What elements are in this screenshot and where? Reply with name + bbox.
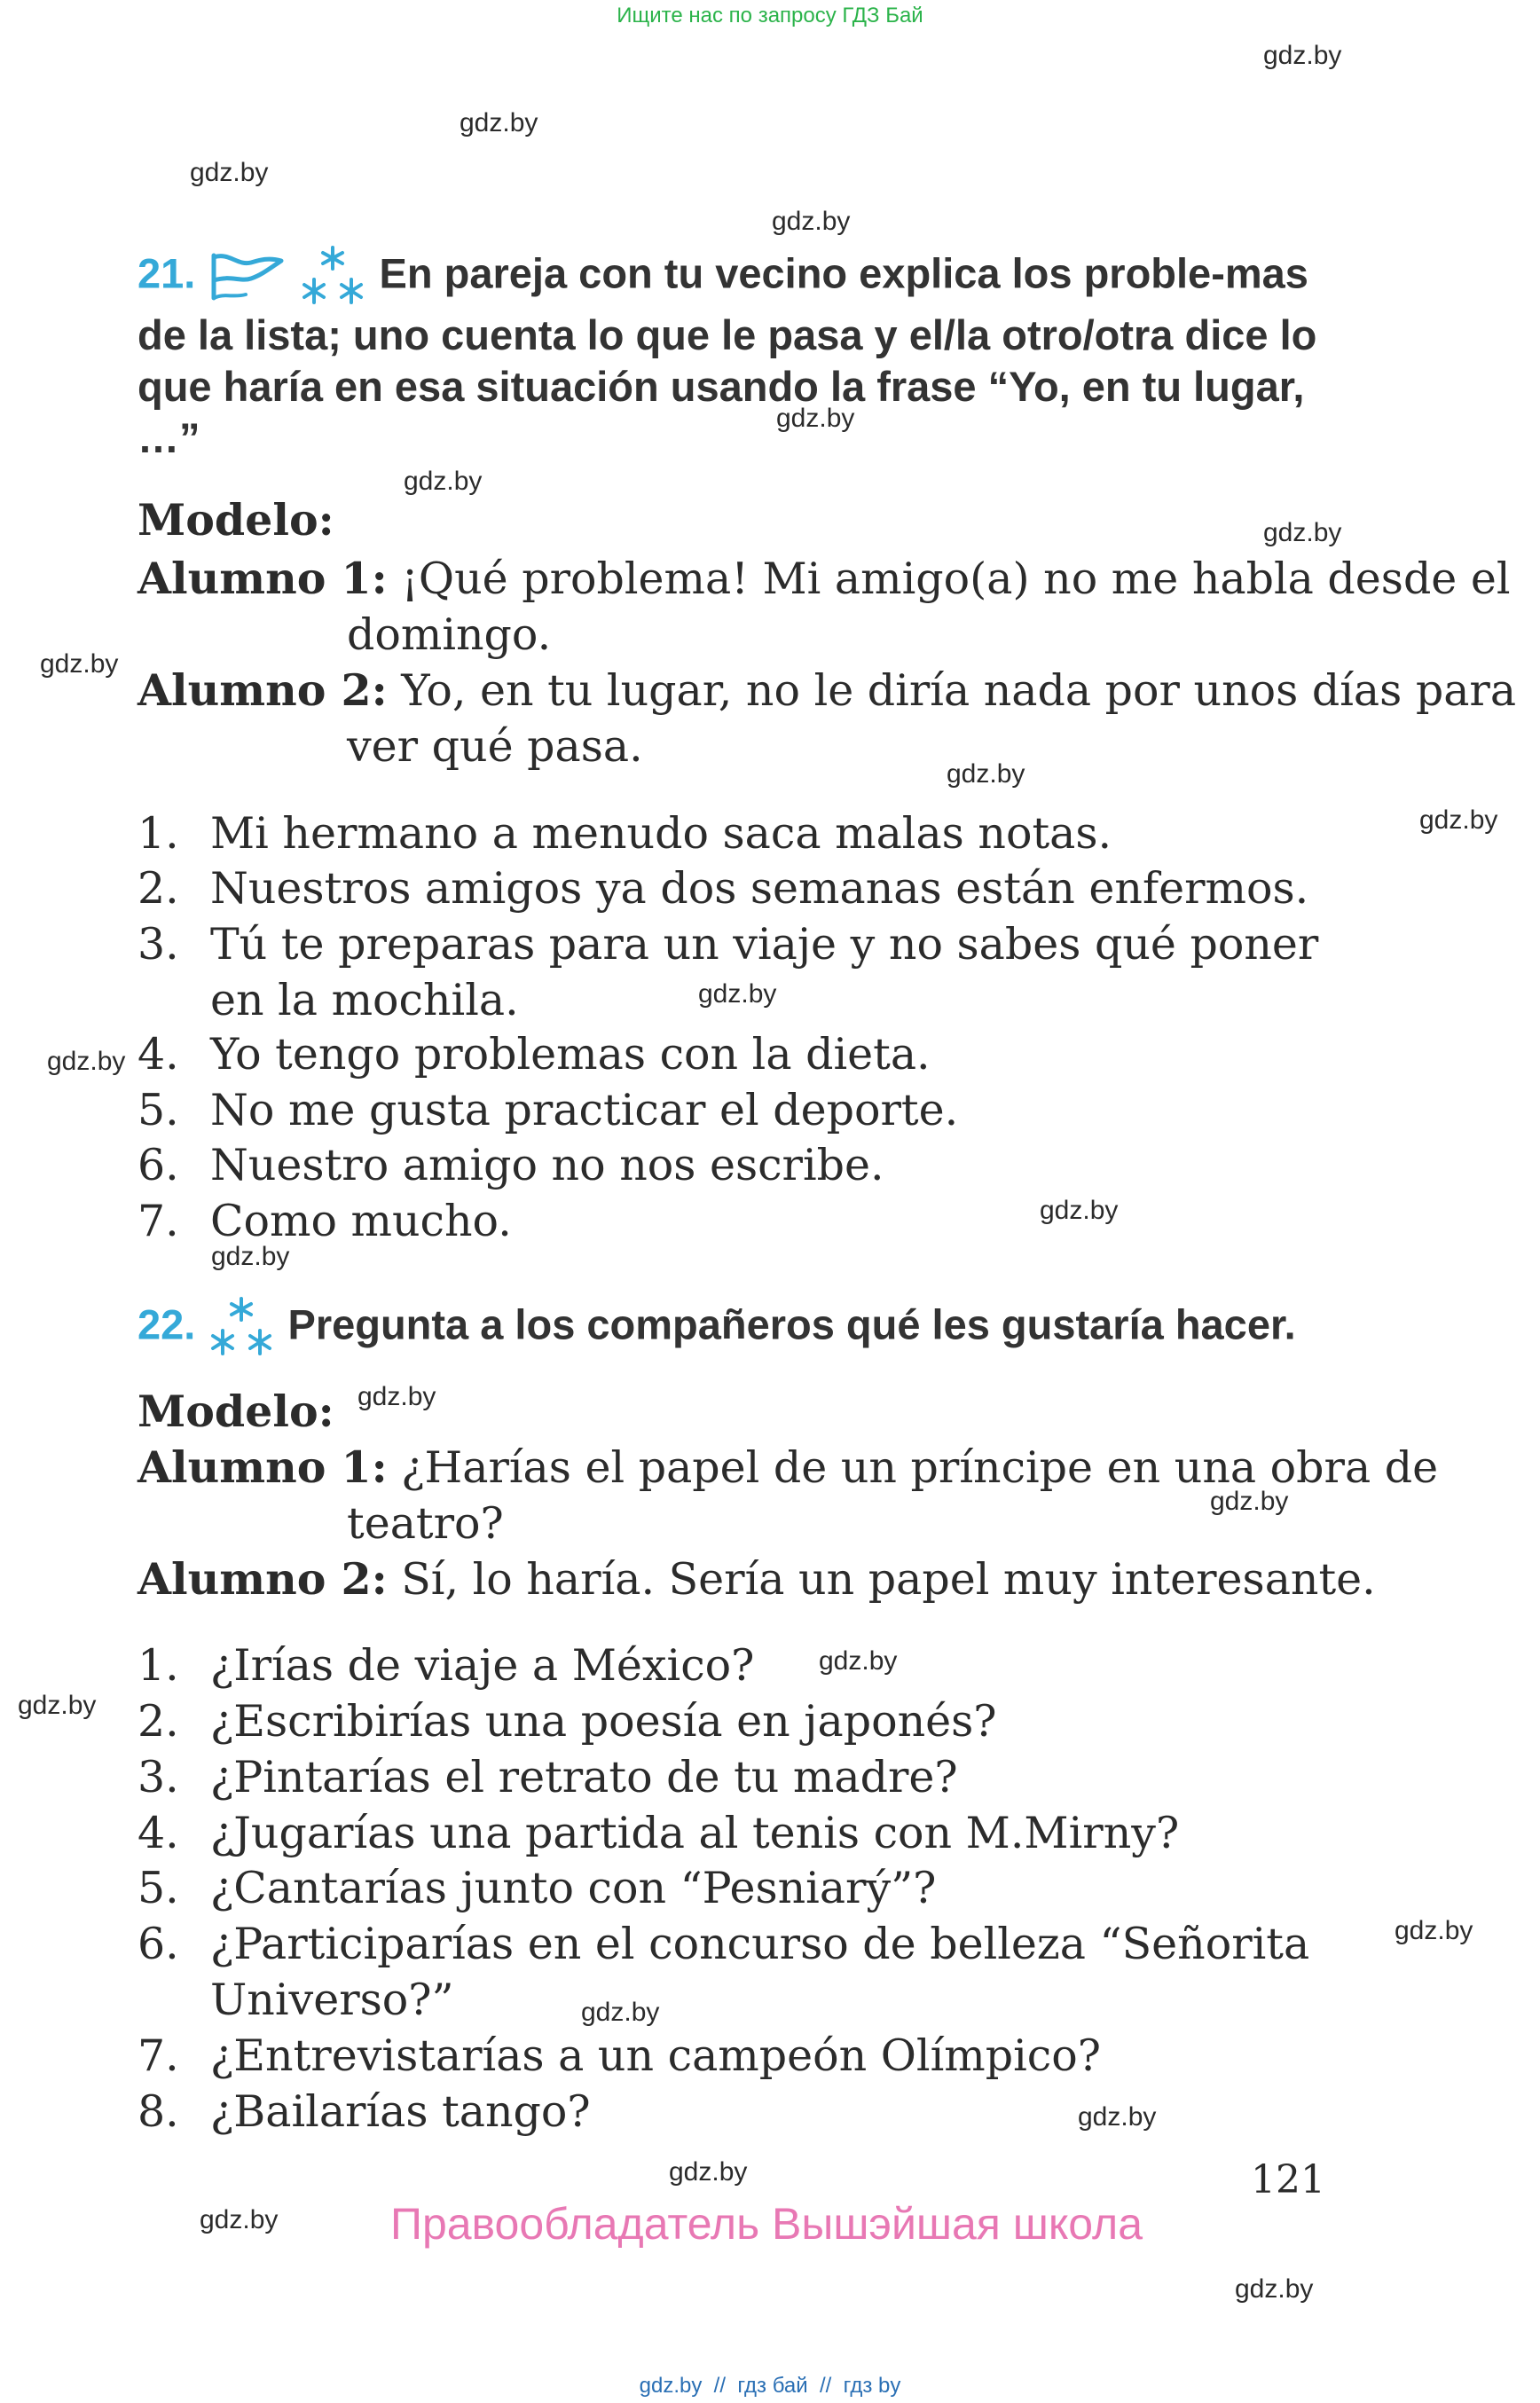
pair-work-icon	[207, 1300, 287, 1347]
copyright-notice: Правообладатель Вышэйшая школа	[390, 2199, 1143, 2249]
watermark: gdz.by	[1210, 1487, 1289, 1516]
watermark: gdz.by	[819, 1646, 898, 1676]
watermark: gdz.by	[772, 207, 851, 236]
exercise-number: 21.	[138, 249, 196, 297]
watermark: gdz.by	[47, 1047, 126, 1076]
watermark: gdz.by	[18, 1691, 97, 1720]
watermark: gdz.by	[200, 2205, 279, 2234]
model-label: Modelo:	[138, 494, 334, 546]
model-label: Modelo:	[138, 1386, 334, 1437]
watermark: gdz.by	[1419, 805, 1498, 835]
watermark: gdz.by	[698, 979, 777, 1009]
watermark: gdz.by	[40, 649, 119, 679]
watermark: gdz.by	[1395, 1916, 1473, 1945]
watermark: gdz.by	[460, 108, 538, 137]
dialog-line: Alumno 1: ¿Harías el papel de un príncipe en una obra de teatro?	[138, 1441, 1439, 1549]
exercise-22-instruction: 22. Pregunta a los compañeros qué les gustaría hacer.	[138, 1300, 1296, 1348]
watermark: gdz.by	[1235, 2274, 1314, 2304]
watermark: gdz.by	[190, 158, 269, 187]
watermark: gdz.by	[1078, 2102, 1157, 2132]
dialog-line: Alumno 1: ¡Qué problema! Mi amigo(a) no me habla desde el domingo.	[138, 553, 1511, 660]
page-number: 121	[1251, 2157, 1325, 2203]
watermark: gdz.by	[1040, 1196, 1119, 1225]
watermark: gdz.by	[358, 1382, 436, 1411]
bottom-links[interactable]: gdz.by // гдз бай // гдз by	[639, 2374, 901, 2398]
exercise-21-instruction: 21. En pareja con tu vecino explica los proble-mas de la lista; uno cuenta lo que le pasa y el/la otro/otra dice lo que haría en esa situación usando la frase “Yo, en tu lugar, …”	[138, 249, 1317, 461]
watermark: gdz.by	[947, 759, 1025, 789]
watermark: gdz.by	[404, 467, 483, 496]
watermark: gdz.by	[1263, 518, 1342, 547]
watermark: gdz.by	[211, 1242, 290, 1271]
exercise-number: 22.	[138, 1300, 196, 1348]
top-banner: Ищите нас по запросу ГДЗ Бай	[617, 4, 923, 27]
watermark: gdz.by	[776, 404, 855, 433]
watermark: gdz.by	[581, 1998, 660, 2027]
pair-work-icon	[298, 249, 379, 296]
dialog-line: Alumno 2: Yo, en tu lugar, no le diría nada por unos días para ver qué pasa.	[138, 664, 1517, 772]
watermark: gdz.by	[669, 2157, 748, 2187]
writing-icon	[207, 249, 298, 296]
dialog-line: Alumno 2: Sí, lo haría. Sería un papel muy interesante.	[138, 1553, 1376, 1605]
watermark: gdz.by	[1263, 41, 1342, 70]
